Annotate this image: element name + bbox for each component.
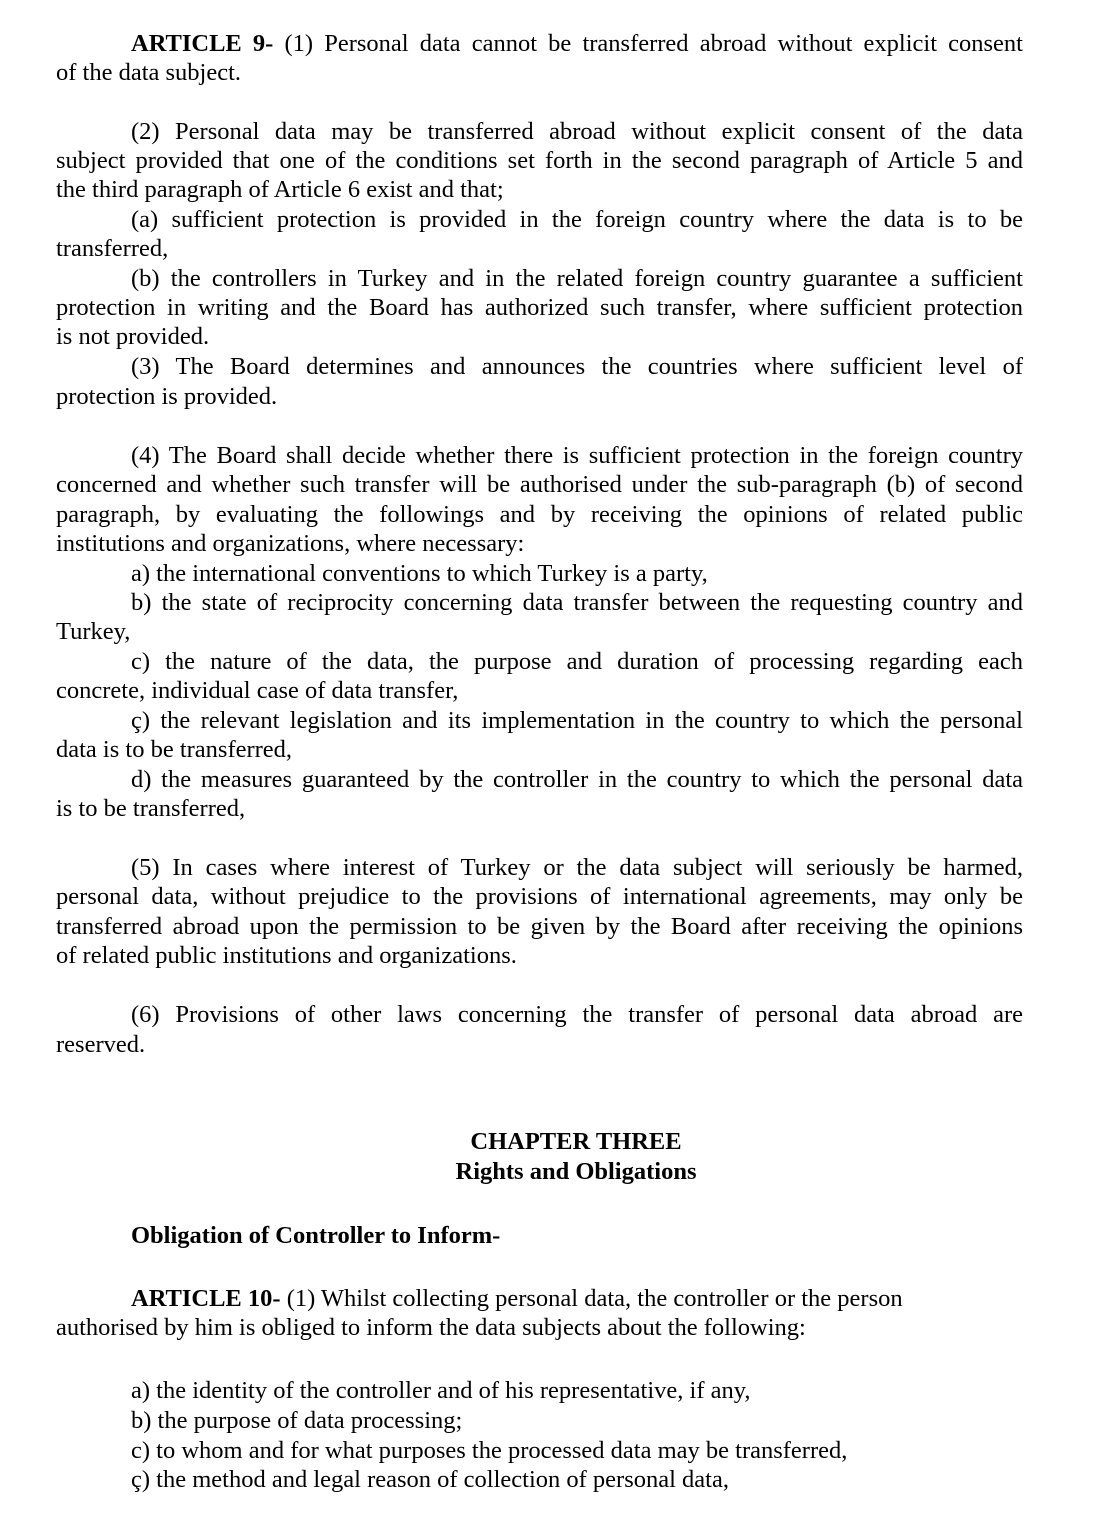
article10-para1-line2: authorised by him is obliged to inform the data subjects about the following: <box>56 1314 806 1341</box>
article9-para2-item-b-line1: (b) the controllers in Turkey and in the related foreign country guarantee a sufficient <box>131 265 1023 292</box>
article9-para5-line4: of related public institutions and organizations. <box>56 942 517 969</box>
article9-para4-item-d-line2: is to be transferred, <box>56 795 246 822</box>
article9-para3-line2: protection is provided. <box>56 383 278 410</box>
article9-para4-item-cc-line1: ç) the relevant legislation and its implementation in the country to which the personal <box>131 707 1023 734</box>
article9-para2-item-b-line2: protection in writing and the Board has authorized such transfer, where sufficient protection <box>56 294 1023 321</box>
article10-para1-line1: ARTICLE 10- (1) Whilst collecting personal data, the controller or the person <box>131 1285 903 1312</box>
chapter-title: CHAPTER THREE <box>470 1128 682 1155</box>
article9-para2-line1: (2) Personal data may be transferred abroad without explicit consent of the data <box>131 118 1023 145</box>
article9-para4-line4: institutions and organizations, where necessary: <box>56 530 525 557</box>
article10-item-b: b) the purpose of data processing; <box>131 1407 463 1434</box>
chapter-subtitle: Rights and Obligations <box>455 1158 697 1185</box>
article10-heading: ARTICLE 10- <box>131 1285 281 1312</box>
article9-para2-item-b-line3: is not provided. <box>56 323 210 350</box>
article9-para4-item-d-line1: d) the measures guaranteed by the controller in the country to which the personal data <box>131 766 1023 793</box>
article9-para4-line3: paragraph, by evaluating the followings and by receiving the opinions of related public <box>56 501 1023 528</box>
article9-para4-item-cc-line2: data is to be transferred, <box>56 736 293 763</box>
article9-para2-item-a-line1: (a) sufficient protection is provided in the foreign country where the data is to be <box>131 206 1023 233</box>
article9-para6-line1: (6) Provisions of other laws concerning the transfer of personal data abroad are <box>131 1001 1023 1028</box>
article9-para5-line2: personal data, without prejudice to the provisions of international agreements, may only be <box>56 883 1023 910</box>
article9-para4-item-c-line1: c) the nature of the data, the purpose and duration of processing regarding each <box>131 648 1023 675</box>
article9-para2-line2: subject provided that one of the conditions set forth in the second paragraph of Article 5 and <box>56 147 1023 174</box>
article9-para5-line1: (5) In cases where interest of Turkey or the data subject will seriously be harmed, <box>131 854 1023 881</box>
article9-para4-item-a: a) the international conventions to which Turkey is a party, <box>131 560 708 587</box>
article9-para2-item-a-line2: transferred, <box>56 235 169 262</box>
article9-para1-line1: ARTICLE 9- (1) Personal data cannot be transferred abroad without explicit consent <box>131 30 1023 57</box>
article9-para4-item-b-line1: b) the state of reciprocity concerning data transfer between the requesting country and <box>131 589 1023 616</box>
article9-para1-line2: of the data subject. <box>56 59 242 86</box>
article9-para2-line3: the third paragraph of Article 6 exist and that; <box>56 176 504 203</box>
article10-item-c: c) to whom and for what purposes the processed data may be transferred, <box>131 1437 848 1464</box>
article9-para4-line2: concerned and whether such transfer will be authorised under the sub-paragraph (b) of second <box>56 471 1023 498</box>
article10-item-cc: ç) the method and legal reason of collection of personal data, <box>131 1466 729 1493</box>
article9-para4-item-b-line2: Turkey, <box>56 618 131 645</box>
article9-para5-line3: transferred abroad upon the permission to be given by the Board after receiving the opinions <box>56 913 1023 940</box>
article9-para4-line1: (4) The Board shall decide whether there is sufficient protection in the foreign country <box>131 442 1023 469</box>
article10-item-a: a) the identity of the controller and of his representative, if any, <box>131 1377 751 1404</box>
article9-heading: ARTICLE 9- <box>131 30 274 57</box>
article9-para4-item-c-line2: concrete, individual case of data transfer, <box>56 677 459 704</box>
section-heading: Obligation of Controller to Inform- <box>131 1222 501 1249</box>
article9-para6-line2: reserved. <box>56 1031 146 1058</box>
article9-para3-line1: (3) The Board determines and announces the countries where sufficient level of <box>131 353 1023 380</box>
